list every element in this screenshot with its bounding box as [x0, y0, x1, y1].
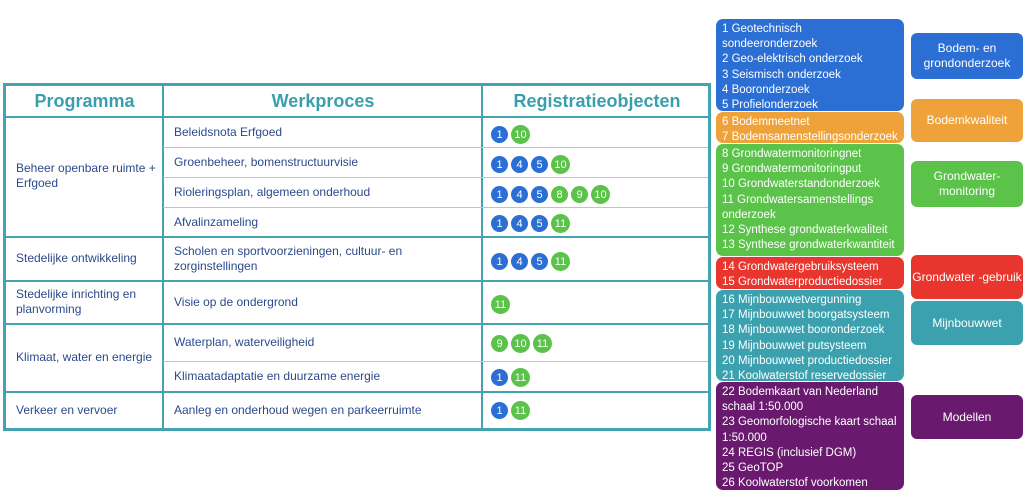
registratieobject-item: 26 Koolwaterstof voorkomen — [722, 477, 868, 490]
registratieobject-badge: 4 — [511, 156, 528, 173]
category-label: Bodemkwaliteit — [911, 99, 1023, 142]
registratieobject-badge: 1 — [491, 369, 508, 386]
registratieobjecten-cell — [491, 334, 552, 353]
registratieobject-item: 12 Synthese grondwaterkwaliteit — [722, 224, 888, 237]
registratieobject-badge: 11 — [511, 401, 530, 420]
legend-group-modellen — [716, 382, 904, 490]
registratieobject-item: 21 Koolwaterstof reservedossier — [722, 370, 887, 383]
registratieobject-item: 6 Bodemmeetnet — [722, 116, 810, 128]
registratieobject-item: 15 Grondwaterproductiedossier — [722, 276, 883, 289]
registratieobject-item: 14 Grondwatergebruiksysteem — [722, 261, 879, 273]
legend-group-grondwatergebruik — [716, 257, 904, 289]
registratieobject-badge: 11 — [551, 214, 570, 233]
registratieobject-badge: 4 — [511, 215, 528, 232]
registratieobject-badge: 4 — [511, 186, 528, 203]
category-label: Bodem- en grondonderzoek — [911, 33, 1023, 79]
werkproces-cell: Aanleg en onderhoud wegen en parkeerruimte — [174, 402, 422, 417]
registratieobjecten-cell — [491, 125, 530, 144]
registratieobject-item: 3 Seismisch onderzoek — [722, 68, 841, 81]
registratieobject-item: 25 GeoTOP — [722, 462, 784, 475]
werkproces-cell: Groenbeheer, bomenstructuurvisie — [174, 155, 359, 169]
werkproces-cell: Scholen en sportvoorzieningen, cultuur- en zorginstellingen — [174, 243, 403, 273]
header-programma: Programma — [34, 90, 135, 111]
programma-cell: Verkeer en vervoer — [16, 402, 118, 417]
registratieobject-item: 16 Mijnbouwwetvergunning — [722, 294, 862, 306]
registratieobject-badge: 10 — [511, 125, 530, 144]
registratieobject-item: 1 Geotechnisch sondeeronderzoek — [722, 23, 818, 51]
registratieobject-item: 24 REGIS (inclusief DGM) — [722, 446, 857, 459]
header-registratieobjecten: Registratieobjecten — [513, 90, 681, 111]
registratieobjecten-cell — [491, 295, 510, 314]
registratieobject-item: 5 Profielonderzoek — [722, 99, 818, 112]
registratieobjecten-cell — [491, 252, 570, 271]
registratieobjecten-cell — [491, 401, 530, 420]
registratieobject-badge: 5 — [531, 253, 548, 270]
registratieobjecten-cell — [491, 368, 530, 387]
programma-cell: Beheer openbare ruimte + Erfgoed — [16, 161, 156, 190]
registratieobject-badge: 11 — [491, 295, 510, 314]
registratieobject-badge: 5 — [531, 215, 548, 232]
werkproces-cell: Beleidsnota Erfgoed — [174, 124, 283, 139]
registratieobject-item: 22 Bodemkaart van Nederland schaal 1:50.000 — [722, 386, 878, 414]
registratieobject-item: 23 Geomorfologische kaart schaal 1:50.000 — [722, 416, 897, 444]
registratieobject-badge: 8 — [551, 186, 568, 203]
registratieobjecten-cell — [491, 214, 570, 233]
registratieobject-badge: 5 — [531, 186, 548, 203]
registratieobject-badge: 10 — [511, 334, 530, 353]
registratieobject-badge: 9 — [571, 186, 588, 203]
registratieobject-item: 18 Mijnbouwwet booronderzoek — [722, 324, 885, 337]
registratieobject-badge: 1 — [491, 186, 508, 203]
registratieobject-item: 9 Grondwatermonitoringput — [722, 163, 862, 176]
registratieobjecten-cell — [491, 185, 610, 204]
registratieobject-item: 10 Grondwaterstandonderzoek — [722, 178, 880, 191]
registratieobject-badge: 10 — [591, 185, 610, 204]
header-werkproces: Werkproces — [271, 90, 375, 111]
registratieobject-badge: 1 — [491, 156, 508, 173]
werkproces-table — [3, 83, 711, 431]
legend-group-bodemkwaliteit — [716, 112, 904, 143]
divider — [481, 86, 483, 428]
registratieobject-item: 2 Geo-elektrisch onderzoek — [722, 53, 863, 66]
registratieobject-item: 17 Mijnbouwwet boorgatsysteem — [722, 309, 890, 322]
registratieobject-badge: 11 — [551, 252, 570, 271]
registratieobject-item: 11 Grondwatersamenstellings onderzoek — [722, 193, 874, 221]
registratieobject-badge: 1 — [491, 253, 508, 270]
legend-group-bodem — [716, 19, 904, 111]
registratieobject-badge: 9 — [491, 335, 508, 352]
werkproces-cell: Waterplan, waterveiligheid — [174, 335, 315, 349]
category-label: Mijnbouwwet — [911, 301, 1023, 345]
registratieobject-badge: 4 — [511, 253, 528, 270]
legend-group-mijnbouwwet — [716, 290, 904, 381]
legend-group-grondwatermonitoring — [716, 144, 904, 256]
werkproces-cell: Afvalinzameling — [174, 214, 259, 229]
registratieobject-item: 19 Mijnbouwwet putsysteem — [722, 339, 867, 352]
programma-cell: Stedelijke ontwikkeling — [16, 251, 137, 265]
registratieobject-badge: 11 — [533, 334, 552, 353]
registratieobject-badge: 10 — [551, 155, 570, 174]
programma-cell: Klimaat, water en energie — [16, 350, 153, 364]
registratieobject-badge: 1 — [491, 126, 508, 143]
registratieobject-item: 7 Bodemsamenstellingsonderzoek — [722, 131, 898, 144]
category-label: Grondwater-monitoring — [911, 161, 1023, 207]
werkproces-cell: Rioleringsplan, algemeen onderhoud — [174, 185, 371, 199]
registratieobject-item: 20 Mijnbouwwet productiedossier — [722, 354, 893, 367]
registratieobject-item: 4 Booronderzoek — [722, 83, 810, 96]
registratieobject-badge: 1 — [491, 215, 508, 232]
registratieobject-badge: 5 — [531, 156, 548, 173]
registratieobject-item: 8 Grondwatermonitoringnet — [722, 148, 862, 160]
registratieobject-item: 13 Synthese grondwaterkwantiteit — [722, 239, 895, 252]
werkproces-cell: Klimaatadaptatie en duurzame energie — [174, 369, 381, 383]
category-label: Grondwater -gebruik — [911, 255, 1023, 299]
registratieobjecten-cell — [491, 155, 570, 174]
werkproces-cell: Visie op de ondergrond — [174, 294, 298, 309]
registratieobject-badge: 11 — [511, 368, 530, 387]
category-label: Modellen — [911, 395, 1023, 439]
programma-cell: Stedelijke inrichting en planvorming — [16, 287, 137, 316]
registratieobject-badge: 1 — [491, 402, 508, 419]
